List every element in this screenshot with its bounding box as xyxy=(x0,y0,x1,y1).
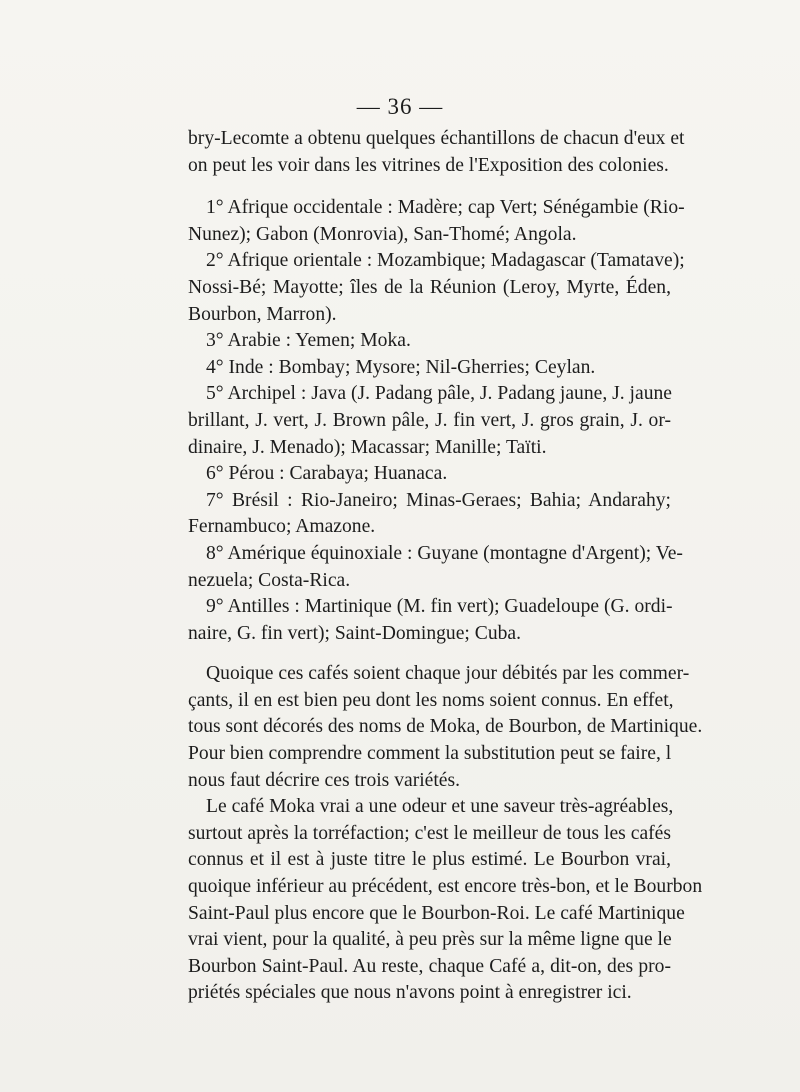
text-line: 4° Inde : Bombay; Mysore; Nil-Gherries; Ceylan. xyxy=(206,356,596,378)
text-line: 6° Pérou : Carabaya; Huanaca. xyxy=(206,463,448,485)
text-line: 1° Afrique occidentale : Madère; cap Vert; Sénégambie (Rio- xyxy=(206,197,685,219)
text-line: surtout après la torréfaction; c'est le meilleur de tous les cafés xyxy=(188,822,671,844)
text-line: connus et il est à juste titre le plus estimé. Le Bourbon vrai, xyxy=(188,849,671,871)
text-line: bry-Lecomte a obtenu quelques échantillons de chacun d'eux et xyxy=(188,128,685,149)
body-text xyxy=(188,126,703,1007)
text-line: priétés spéciales que nous n'avons point à enregistrer ici. xyxy=(188,982,632,1004)
text-line: quoique inférieur au précédent, est encore très-bon, et le Bourbon xyxy=(188,876,703,898)
text-line: dinaire, J. Menado); Macassar; Manille; Taïti. xyxy=(188,436,547,458)
text-line: 5° Archipel : Java (J. Padang pâle, J. Padang jaune, J. jaune xyxy=(206,383,672,405)
text-line: brillant, J. vert, J. Brown pâle, J. fin vert, J. gros grain, J. or- xyxy=(188,409,671,431)
text-line: Pour bien comprendre comment la substitution peut se faire, l xyxy=(188,743,672,765)
text-line: 2° Afrique orientale : Mozambique; Madagascar (Tamatave); xyxy=(206,250,685,272)
text-line: Fernambuco; Amazone. xyxy=(188,516,376,538)
text-line: 3° Arabie : Yemen; Moka. xyxy=(206,330,411,352)
text-line: 8° Amérique équinoxiale : Guyane (montagne d'Argent); Ve- xyxy=(206,542,683,564)
text-line: nous faut décrire ces trois variétés. xyxy=(188,769,461,791)
text-line: Saint-Paul plus encore que le Bourbon-Roi. Le café Martinique xyxy=(188,902,685,924)
page-number: — 36 — xyxy=(356,94,444,119)
text-line: vrai vient, pour la qualité, à peu près sur la même ligne que le xyxy=(188,929,672,951)
text-line: Bourbon, Marron). xyxy=(188,303,337,325)
text-line: Bourbon Saint-Paul. Au reste, chaque Café a, dit-on, des pro- xyxy=(188,955,671,977)
text-line: çants, il en est bien peu dont les noms soient connus. En effet, xyxy=(188,689,674,711)
text-line: Quoique ces cafés soient chaque jour débités par les commer- xyxy=(206,663,690,685)
text-line: 9° Antilles : Martinique (M. fin vert); Guadeloupe (G. ordi- xyxy=(206,596,673,618)
text-line: Nossi-Bé; Mayotte; îles de la Réunion (Leroy, Myrte, Éden, xyxy=(188,276,671,298)
text-line: Nunez); Gabon (Monrovia), San-Thomé; Angola. xyxy=(188,223,577,245)
text-line: naire, G. fin vert); Saint-Domingue; Cuba. xyxy=(188,622,522,644)
text-line: on peut les voir dans les vitrines de l'Exposition des colonies. xyxy=(188,154,669,176)
text-line: nezuela; Costa-Rica. xyxy=(188,569,351,591)
text-line: Le café Moka vrai a une odeur et une saveur très-agréables, xyxy=(206,796,674,818)
text-line: tous sont décorés des noms de Moka, de Bourbon, de Martinique. xyxy=(188,716,703,738)
text-line: 7° Brésil : Rio-Janeiro; Minas-Geraes; Bahia; Andarahy; xyxy=(206,489,671,511)
